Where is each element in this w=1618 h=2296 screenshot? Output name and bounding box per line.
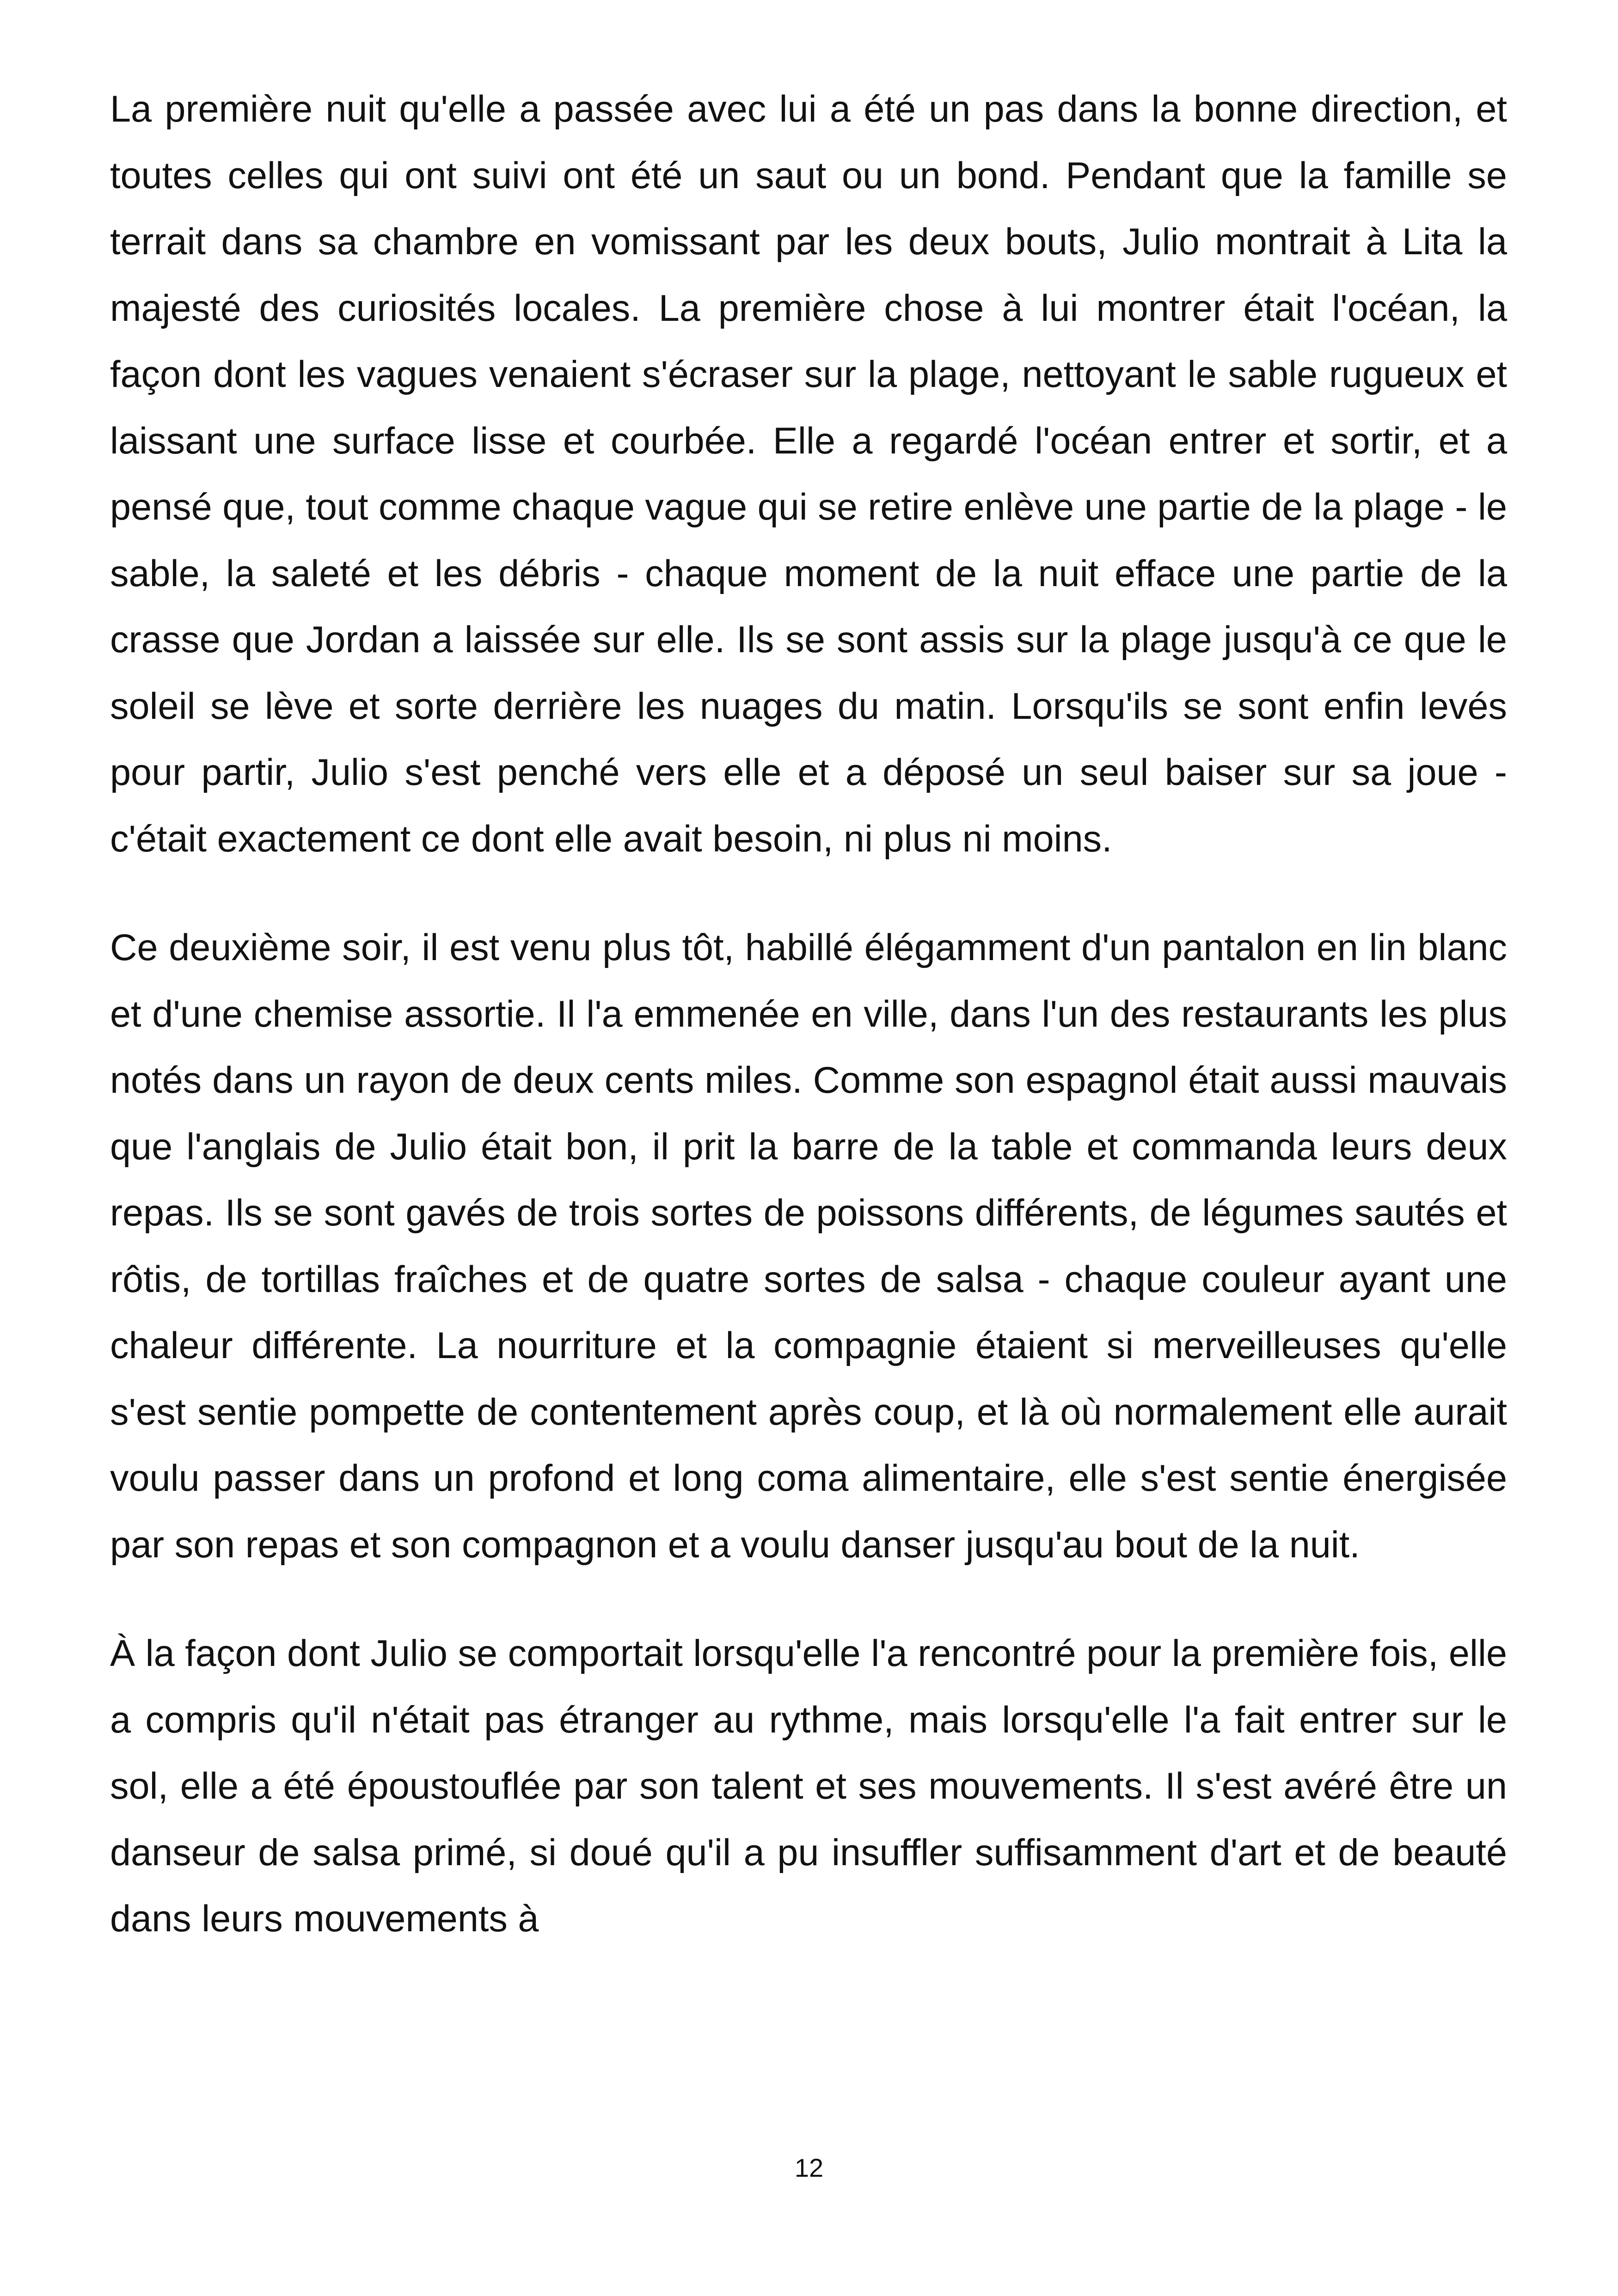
body-text (110, 76, 1507, 1953)
page-number: 12 (794, 2153, 824, 2182)
paragraph-3: À la façon dont Julio se comportait lorsqu'elle l'a rencontré pour la première fois, elle a compris qu'il n'était pas étranger au rythme, mais lorsqu'elle l'a fait entrer sur le sol, elle a été époustouflée par son talent et ses mouvements. Il s'est avéré être un danseur de salsa primé, si doué qu'il a pu insuffler suffisamment d'art et de beauté dans leurs mouvements à (110, 1633, 1507, 1940)
paragraph-2: Ce deuxième soir, il est venu plus tôt, habillé élégamment d'un pantalon en lin blanc et d'une chemise assortie. Il l'a emmenée en ville, dans l'un des restaurants les plus notés dans un rayon de deux cents miles. Comme son espagnol était aussi mauvais que l'anglais de Julio était bon, il prit la barre de la table et commanda leurs deux repas. Ils se sont gavés de trois sortes de poissons différents, de légumes sautés et rôtis, de tortillas fraîches et de quatre sortes de salsa - chaque couleur ayant une chaleur différente. La nourriture et la compagnie étaient si merveilleuses qu'elle s'est sentie pompette de contentement après coup, et là où normalement elle aurait voulu passer dans un profond et long coma alimentaire, elle s'est sentie énergisée par son repas et son compagnon et a voulu danser jusqu'au bout de la nuit. (110, 927, 1507, 1566)
paragraph-1: La première nuit qu'elle a passée avec lui a été un pas dans la bonne direction, et toutes celles qui ont suivi ont été un saut ou un bond. Pendant que la famille se terrait dans sa chambre en vomissant par les deux bouts, Julio montrait à Lita la majesté des curiosités locales. La première chose à lui montrer était l'océan, la façon dont les vagues venaient s'écraser sur la plage, nettoyant le sable rugueux et laissant une surface lisse et courbée. Elle a regardé l'océan entrer et sortir, et a pensé que, tout comme chaque vague qui se retire enlève une partie de la plage - le sable, la saleté et les débris - chaque moment de la nuit efface une partie de la crasse que Jordan a laissée sur elle. Ils se sont assis sur la plage jusqu'à ce que le soleil se lève et sorte derrière les nuages du matin. Lorsqu'ils se sont enfin levés pour partir, Julio s'est penché vers elle et a déposé un seul baiser sur sa joue - c'était exactement ce dont elle avait besoin, ni plus ni moins. (110, 88, 1507, 860)
